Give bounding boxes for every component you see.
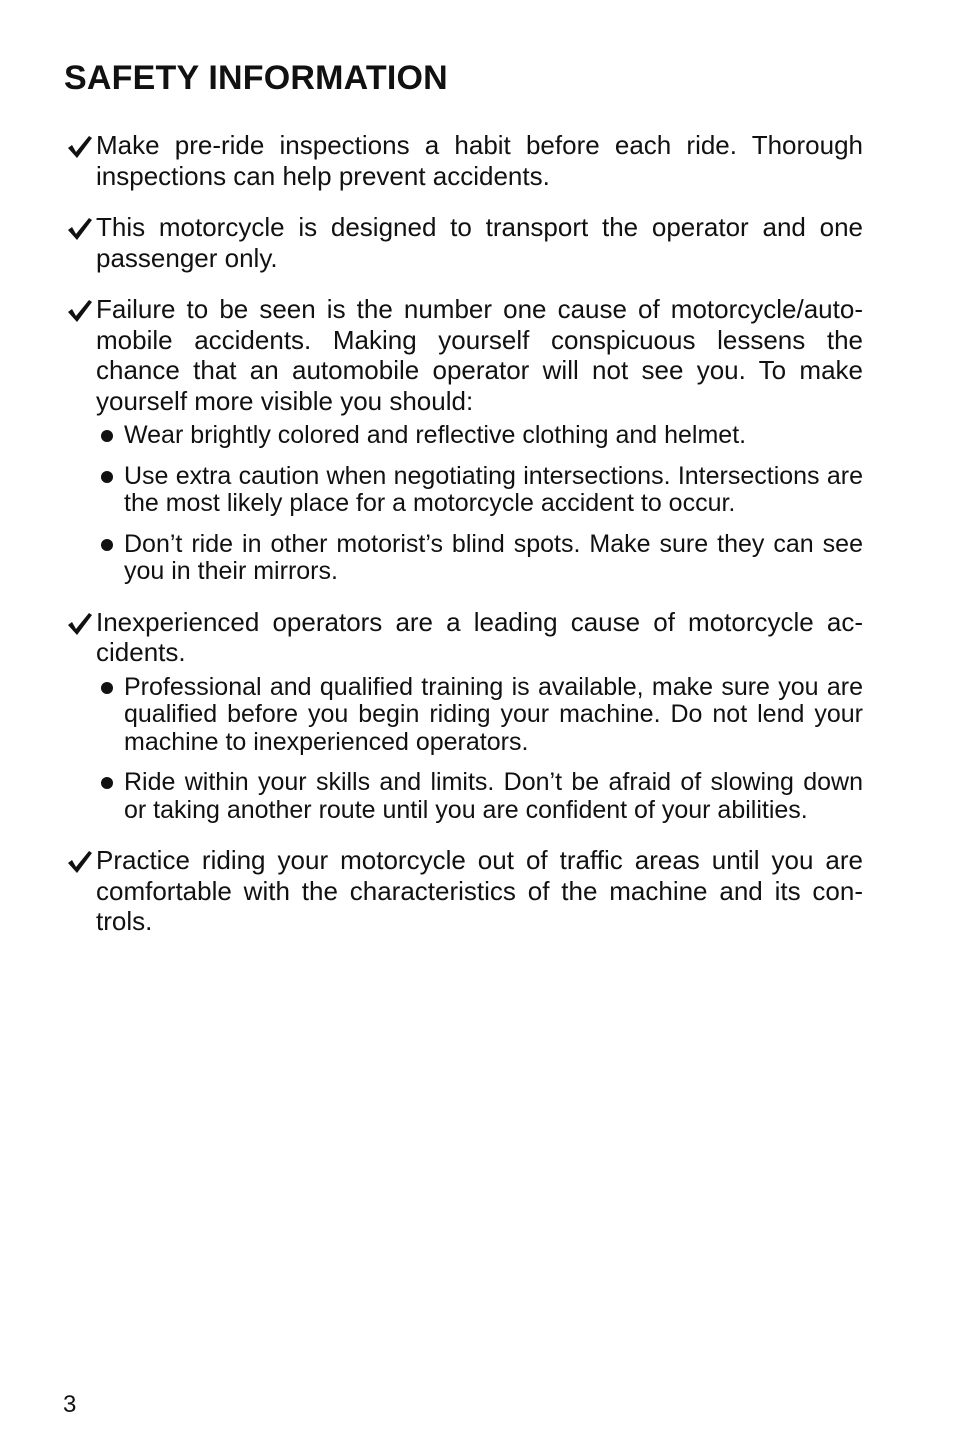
bullet-dot-icon (101, 430, 113, 442)
checkmark-icon (66, 215, 96, 243)
bullet-item (66, 463, 863, 518)
safety-item-inexperience (66, 607, 863, 825)
checkmark-icon (66, 848, 96, 876)
bullet-text: Wear brightly colored and reflective clothing and helmet. (124, 421, 747, 449)
bullet-dot-icon (101, 682, 113, 694)
visibility-bullet-list (96, 422, 863, 586)
safety-item-text: Inexperienced operators are a leading cause of motorcycle ac-cidents. (96, 606, 863, 667)
safety-item-inspections (66, 130, 863, 191)
checkmark-icon (66, 610, 96, 638)
safety-item-visibility (66, 294, 863, 586)
inexperience-bullet-list (96, 674, 863, 825)
bullet-text: Professional and qualified training is available, make sure you are qualified before you begin riding your machine. Do not lend your machine to inexperienced operators. (124, 672, 863, 756)
checkmark-icon (66, 133, 96, 161)
safety-item-text: Practice riding your motorcycle out of traffic areas until you are comfortable with the characteristics of the machine and its con-trols. (96, 845, 863, 936)
safety-list (66, 130, 863, 937)
safety-item-passenger (66, 212, 863, 273)
page-title: SAFETY INFORMATION (64, 59, 448, 97)
bullet-text: Use extra caution when negotiating intersections. Intersections are the most likely place for a motorcycle accident to occur. (124, 461, 863, 517)
bullet-item (66, 422, 863, 450)
bullet-dot-icon (101, 539, 113, 551)
safety-item-practice (66, 845, 863, 937)
bullet-item (66, 531, 863, 586)
bullet-text: Ride within your skills and limits. Don’t be afraid of slowing down or taking another route until you are confident of your abilities. (124, 768, 863, 824)
bullet-dot-icon (101, 471, 113, 483)
safety-item-text: Failure to be seen is the number one cause of motorcycle/auto-mobile accidents. Making yourself conspicuous lessens the chance that an automobile operator will not see you. To make yourself more visible you should: (96, 294, 863, 416)
bullet-item (66, 769, 863, 824)
checkmark-icon (66, 297, 96, 325)
bullet-item (66, 674, 863, 757)
page-number: 3 (63, 1391, 77, 1418)
safety-item-text: This motorcycle is designed to transport the operator and one passenger only. (96, 212, 863, 273)
safety-item-text: Make pre-ride inspections a habit before each ride. Thorough inspections can help prevent accidents. (96, 130, 863, 191)
bullet-dot-icon (101, 777, 113, 789)
bullet-text: Don’t ride in other motorist’s blind spots. Make sure they can see you in their mirrors. (124, 529, 863, 585)
